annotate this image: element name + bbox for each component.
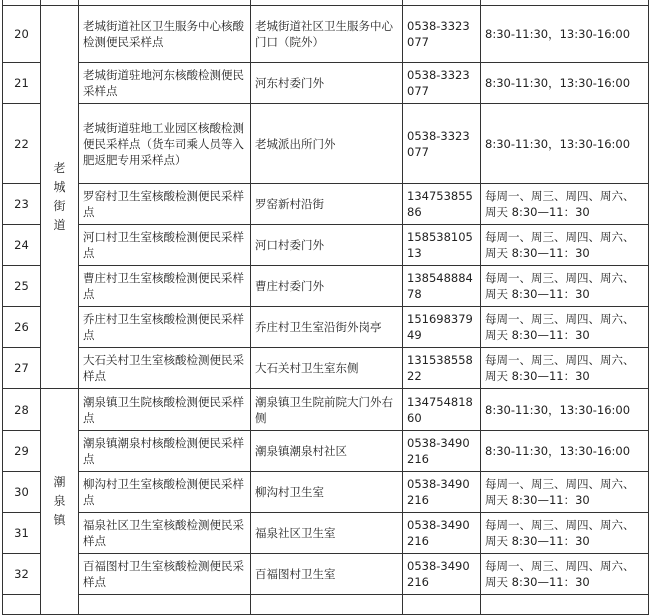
- site-hours: 每周一、周三、周四、周六、周天 8:30—11：30: [481, 307, 649, 348]
- site-address: 福泉社区卫生室: [251, 513, 403, 554]
- table-row: [3, 63, 649, 104]
- table-row: [3, 104, 649, 184]
- site-name: 潮泉镇卫生院核酸检测便民采样点: [79, 389, 251, 431]
- site-phone: 0538-3490216: [403, 472, 481, 513]
- site-name: 福泉社区卫生室核酸检测便民采样点: [79, 513, 251, 554]
- site-name: 老城街道驻地河东核酸检测便民采样点: [79, 63, 251, 104]
- site-name: 百福图村卫生室核酸检测便民采样点: [79, 554, 251, 595]
- site-address: 大石关村卫生室东侧: [251, 348, 403, 389]
- row-number: 25: [3, 266, 41, 307]
- site-hours: 8:30-11:30，13:30-16:00: [481, 389, 649, 431]
- site-name: 乔庄村卫生室核酸检测便民采样点: [79, 307, 251, 348]
- sampling-sites-table: [2, 0, 649, 615]
- table-row: [3, 554, 649, 595]
- site-name: 曹庄村卫生室核酸检测便民采样点: [79, 266, 251, 307]
- row-number: 26: [3, 307, 41, 348]
- row-number: 23: [3, 184, 41, 225]
- row-number: 27: [3, 348, 41, 389]
- site-name: 老城街道驻地工业园区核酸检测便民采样点（货车司乘人员等入肥返肥专用采样点）: [79, 104, 251, 184]
- site-phone: 15853810513: [403, 225, 481, 266]
- site-address: 老城派出所门外: [251, 104, 403, 184]
- site-name: 罗窑村卫生室核酸检测便民采样点: [79, 184, 251, 225]
- site-hours: 每周一、周三、周四、周六、周天 8:30—11：30: [481, 472, 649, 513]
- site-phone: 13475385586: [403, 184, 481, 225]
- district-label: 潮 泉 镇: [53, 475, 66, 527]
- site-address: 曹庄村委门外: [251, 266, 403, 307]
- site-phone: 13153855822: [403, 348, 481, 389]
- row-number: 22: [3, 104, 41, 184]
- site-address: 乔庄村卫生室沿街外岗亭: [251, 307, 403, 348]
- row-number: 24: [3, 225, 41, 266]
- site-address: 河口村委门外: [251, 225, 403, 266]
- table-row: [3, 225, 649, 266]
- site-address: 潮泉镇卫生院前院大门外右侧: [251, 389, 403, 431]
- site-hours: 每周一、周三、周四、周六、周天 8:30—11：30: [481, 348, 649, 389]
- site-phone: 0538-3323077: [403, 6, 481, 63]
- site-name: 潮泉镇潮泉村核酸检测便民采样点: [79, 431, 251, 472]
- site-phone: 0538-3490216: [403, 431, 481, 472]
- table-row: [3, 184, 649, 225]
- row-number: 32: [3, 554, 41, 595]
- site-name: 大石关村卫生室核酸检测便民采样点: [79, 348, 251, 389]
- site-phone: 0538-3323077: [403, 104, 481, 184]
- site-phone: 0538-3323077: [403, 63, 481, 104]
- site-phone: 0538-3490216: [403, 513, 481, 554]
- site-phone: 13475481860: [403, 389, 481, 431]
- row-number: 21: [3, 63, 41, 104]
- district-cell: [41, 6, 79, 389]
- row-number: 20: [3, 6, 41, 63]
- district-cell: [41, 389, 79, 615]
- table-row: [3, 266, 649, 307]
- table-row: [3, 431, 649, 472]
- site-hours: 每周一、周三、周四、周六、周天 8:30—11：30: [481, 554, 649, 595]
- site-address: 柳沟村卫生室: [251, 472, 403, 513]
- table-row: [3, 307, 649, 348]
- table-row: [3, 389, 649, 431]
- site-hours: 8:30-11:30，13:30-16:00: [481, 63, 649, 104]
- site-hours: 每周一、周三、周四、周六、周天 8:30—11：30: [481, 513, 649, 554]
- row-number: 28: [3, 389, 41, 431]
- table-row: [3, 472, 649, 513]
- row-number: 29: [3, 431, 41, 472]
- site-hours: 每周一、周三、周四、周六、周天 8:30—11：30: [481, 184, 649, 225]
- site-phone: 13854888478: [403, 266, 481, 307]
- site-name: 老城街道社区卫生服务中心核酸检测便民采样点: [79, 6, 251, 63]
- site-address: 罗窑新村沿街: [251, 184, 403, 225]
- site-phone: 15169837949: [403, 307, 481, 348]
- site-hours: 8:30-11:30，13:30-16:00: [481, 431, 649, 472]
- site-name: 河口村卫生室核酸检测便民采样点: [79, 225, 251, 266]
- site-hours: 每周一、周三、周四、周六、周天 8:30—11：30: [481, 266, 649, 307]
- table-row: [3, 513, 649, 554]
- site-address: 潮泉镇潮泉村社区: [251, 431, 403, 472]
- table-row: [3, 6, 649, 63]
- site-address: 老城街道社区卫生服务中心门口（院外）: [251, 6, 403, 63]
- site-hours: 每周一、周三、周四、周六、周天 8:30—11：30: [481, 225, 649, 266]
- row-number: 31: [3, 513, 41, 554]
- site-address: 百福图村卫生室: [251, 554, 403, 595]
- district-label: 老 城 街 道: [53, 161, 66, 232]
- site-address: 河东村委门外: [251, 63, 403, 104]
- site-hours: 8:30-11:30，13:30-16:00: [481, 104, 649, 184]
- site-hours: 8:30-11:30，13:30-16:00: [481, 6, 649, 63]
- table-row: [3, 348, 649, 389]
- site-phone: 0538-3490216: [403, 554, 481, 595]
- row-number: 30: [3, 472, 41, 513]
- site-name: 柳沟村卫生室核酸检测便民采样点: [79, 472, 251, 513]
